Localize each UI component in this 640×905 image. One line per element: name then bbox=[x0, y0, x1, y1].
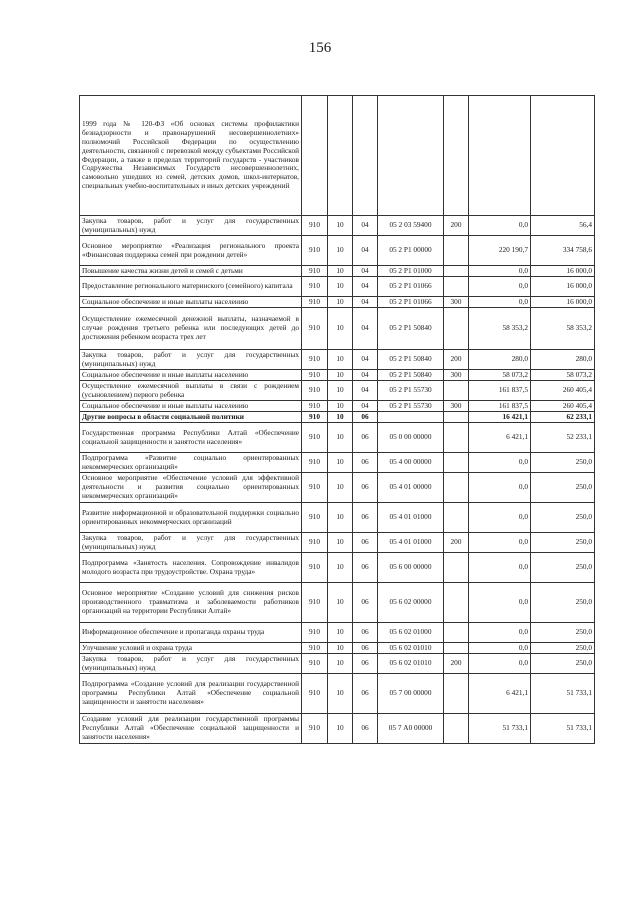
cell-csr: 05 6 02 01010 bbox=[378, 654, 444, 674]
cell-rz: 10 bbox=[328, 533, 353, 553]
cell-pr: 06 bbox=[353, 643, 378, 654]
cell-sum-2: 58 073,2 bbox=[531, 370, 595, 381]
table-row bbox=[80, 503, 595, 533]
cell-ved: 910 bbox=[302, 370, 328, 381]
cell-vr bbox=[444, 473, 469, 503]
cell-pr: 06 bbox=[353, 412, 378, 423]
cell-sum-2: 51 733,1 bbox=[531, 674, 595, 714]
cell-sum-1: 0,0 bbox=[469, 503, 531, 533]
table-row bbox=[80, 96, 595, 216]
cell-ved: 910 bbox=[302, 350, 328, 370]
cell-vr bbox=[444, 308, 469, 350]
cell-name: Социальное обеспечение и иные выплаты населению bbox=[80, 370, 302, 381]
table-row bbox=[80, 266, 595, 277]
cell-pr: 04 bbox=[353, 370, 378, 381]
cell-sum-2: 56,4 bbox=[531, 216, 595, 236]
cell-csr: 05 2 P1 01000 bbox=[378, 266, 444, 277]
cell-name: Улучшение условий и охрана труда bbox=[80, 643, 302, 654]
cell-pr: 04 bbox=[353, 381, 378, 401]
cell-rz: 10 bbox=[328, 623, 353, 643]
cell-pr: 06 bbox=[353, 714, 378, 744]
cell-pr: 06 bbox=[353, 473, 378, 503]
cell-name: Предоставление регионального материнского (семейного) капитала bbox=[80, 277, 302, 297]
cell-pr: 06 bbox=[353, 674, 378, 714]
cell-csr: 05 7 А0 00000 bbox=[378, 714, 444, 744]
cell-name: Закупка товаров, работ и услуг для государственных (муниципальных) нужд bbox=[80, 533, 302, 553]
cell-rz: 10 bbox=[328, 266, 353, 277]
table-row bbox=[80, 553, 595, 583]
cell-name: Основное мероприятие «Реализация регионального проекта «Финансовая поддержка семей при рождении детей» bbox=[80, 236, 302, 266]
table-row bbox=[80, 533, 595, 553]
cell-csr: 05 2 P1 50840 bbox=[378, 370, 444, 381]
cell-sum-2: 334 758,6 bbox=[531, 236, 595, 266]
cell-sum-2: 250,0 bbox=[531, 654, 595, 674]
cell-ved: 910 bbox=[302, 503, 328, 533]
table-row bbox=[80, 453, 595, 473]
cell-rz: 10 bbox=[328, 423, 353, 453]
table-row bbox=[80, 350, 595, 370]
cell-name: Подпрограмма «Занятость населения. Сопровождение инвалидов молодого возраста при трудоустройстве. Охрана труда» bbox=[80, 553, 302, 583]
cell-name: 1999 года № 120-ФЗ «Об основах системы профилактики безнадзорности и правонарушений несовершеннолетних» полномочий Российской Федерации по осуществлению деятельности, связанной с перевозкой между субъектами Российской Федерации, а также в пределах территорий государств - участников Содружества Независимых Государств несовершеннолетних, самовольно ушедших из семей, детских домов, школ-интернатов, специальных учебно-воспитательных и иных детских учреждений bbox=[80, 96, 302, 216]
cell-vr bbox=[444, 381, 469, 401]
cell-vr bbox=[444, 277, 469, 297]
cell-vr: 300 bbox=[444, 297, 469, 308]
cell-ved: 910 bbox=[302, 412, 328, 423]
cell-vr bbox=[444, 236, 469, 266]
cell-sum-2: 51 733,1 bbox=[531, 714, 595, 744]
cell-sum-1: 0,0 bbox=[469, 297, 531, 308]
cell-name: Другие вопросы в области социальной политики bbox=[80, 412, 302, 423]
cell-ved: 910 bbox=[302, 533, 328, 553]
cell-vr bbox=[444, 643, 469, 654]
table-row bbox=[80, 216, 595, 236]
cell-sum-1: 58 073,2 bbox=[469, 370, 531, 381]
cell-ved bbox=[302, 96, 328, 216]
cell-ved: 910 bbox=[302, 553, 328, 583]
cell-sum-2: 250,0 bbox=[531, 473, 595, 503]
cell-pr: 04 bbox=[353, 297, 378, 308]
cell-pr: 06 bbox=[353, 654, 378, 674]
cell-sum-2: 280,0 bbox=[531, 350, 595, 370]
cell-vr bbox=[444, 453, 469, 473]
cell-csr: 05 0 00 00000 bbox=[378, 423, 444, 453]
cell-name: Закупка товаров, работ и услуг для государственных (муниципальных) нужд bbox=[80, 654, 302, 674]
cell-sum-2: 16 000,0 bbox=[531, 266, 595, 277]
cell-pr: 06 bbox=[353, 453, 378, 473]
cell-ved: 910 bbox=[302, 623, 328, 643]
cell-sum-1 bbox=[469, 96, 531, 216]
cell-sum-1: 0,0 bbox=[469, 643, 531, 654]
cell-pr: 06 bbox=[353, 583, 378, 623]
table-row bbox=[80, 308, 595, 350]
table-row bbox=[80, 423, 595, 453]
cell-sum-1: 0,0 bbox=[469, 533, 531, 553]
cell-rz: 10 bbox=[328, 643, 353, 654]
cell-name: Осуществление ежемесячной выплаты в связи с рождением (усыновлением) первого ребенка bbox=[80, 381, 302, 401]
cell-rz: 10 bbox=[328, 503, 353, 533]
cell-ved: 910 bbox=[302, 277, 328, 297]
cell-ved: 910 bbox=[302, 401, 328, 412]
cell-csr: 05 2 P1 01066 bbox=[378, 277, 444, 297]
table-row bbox=[80, 623, 595, 643]
table-row bbox=[80, 654, 595, 674]
cell-ved: 910 bbox=[302, 643, 328, 654]
cell-vr: 200 bbox=[444, 216, 469, 236]
cell-vr: 200 bbox=[444, 654, 469, 674]
table-row bbox=[80, 277, 595, 297]
cell-sum-2: 260 405,4 bbox=[531, 381, 595, 401]
cell-sum-2: 250,0 bbox=[531, 533, 595, 553]
cell-name: Основное мероприятие «Обеспечение условий для эффективной деятельности и развития социально ориентированных некоммерческих организаций» bbox=[80, 473, 302, 503]
cell-sum-1: 161 837,5 bbox=[469, 401, 531, 412]
cell-rz: 10 bbox=[328, 654, 353, 674]
cell-name: Повышение качества жизни детей и семей с детьми bbox=[80, 266, 302, 277]
cell-sum-2: 250,0 bbox=[531, 453, 595, 473]
cell-sum-1: 0,0 bbox=[469, 266, 531, 277]
cell-rz: 10 bbox=[328, 453, 353, 473]
page-number: 156 bbox=[308, 40, 332, 56]
cell-pr: 06 bbox=[353, 553, 378, 583]
cell-ved: 910 bbox=[302, 473, 328, 503]
cell-vr bbox=[444, 423, 469, 453]
cell-csr: 05 2 P1 50840 bbox=[378, 350, 444, 370]
cell-rz: 10 bbox=[328, 412, 353, 423]
cell-vr bbox=[444, 96, 469, 216]
cell-ved: 910 bbox=[302, 308, 328, 350]
cell-pr: 04 bbox=[353, 277, 378, 297]
cell-ved: 910 bbox=[302, 381, 328, 401]
cell-csr: 05 2 P1 50840 bbox=[378, 308, 444, 350]
cell-csr: 05 6 02 01010 bbox=[378, 643, 444, 654]
table-row bbox=[80, 473, 595, 503]
cell-vr bbox=[444, 714, 469, 744]
cell-pr: 04 bbox=[353, 401, 378, 412]
cell-ved: 910 bbox=[302, 714, 328, 744]
cell-name: Закупка товаров, работ и услуг для государственных (муниципальных) нужд bbox=[80, 216, 302, 236]
cell-sum-2: 250,0 bbox=[531, 583, 595, 623]
cell-sum-1: 0,0 bbox=[469, 277, 531, 297]
cell-vr bbox=[444, 266, 469, 277]
cell-rz: 10 bbox=[328, 714, 353, 744]
budget-table bbox=[79, 95, 595, 744]
cell-rz: 10 bbox=[328, 553, 353, 583]
cell-csr: 05 2 P1 00000 bbox=[378, 236, 444, 266]
cell-vr: 200 bbox=[444, 350, 469, 370]
cell-csr: 05 4 01 01000 bbox=[378, 503, 444, 533]
cell-pr: 06 bbox=[353, 533, 378, 553]
table-row bbox=[80, 412, 595, 423]
cell-name: Развитие информационной и образовательной поддержки социально ориентированных некоммерческих организаций bbox=[80, 503, 302, 533]
cell-sum-2: 16 000,0 bbox=[531, 277, 595, 297]
cell-name: Основное мероприятие «Создание условий для снижения рисков производственного травматизма и заболеваемости работников организаций на территории Республики Алтай» bbox=[80, 583, 302, 623]
cell-name: Государственная программа Республики Алтай «Обеспечение социальной защищенности и занятости населения» bbox=[80, 423, 302, 453]
cell-pr: 04 bbox=[353, 216, 378, 236]
cell-sum-1: 6 421,1 bbox=[469, 423, 531, 453]
cell-pr: 06 bbox=[353, 623, 378, 643]
cell-csr: 05 4 01 00000 bbox=[378, 473, 444, 503]
cell-vr: 200 bbox=[444, 533, 469, 553]
cell-sum-1: 6 421,1 bbox=[469, 674, 531, 714]
cell-rz: 10 bbox=[328, 401, 353, 412]
cell-vr bbox=[444, 583, 469, 623]
cell-ved: 910 bbox=[302, 654, 328, 674]
cell-csr bbox=[378, 412, 444, 423]
cell-csr: 05 6 02 01000 bbox=[378, 623, 444, 643]
cell-sum-2 bbox=[531, 96, 595, 216]
cell-csr: 05 7 00 00000 bbox=[378, 674, 444, 714]
cell-pr: 04 bbox=[353, 350, 378, 370]
cell-pr bbox=[353, 96, 378, 216]
cell-name: Информационное обеспечение и пропаганда охраны труда bbox=[80, 623, 302, 643]
cell-rz: 10 bbox=[328, 350, 353, 370]
cell-name: Закупка товаров, работ и услуг для государственных (муниципальных) нужд bbox=[80, 350, 302, 370]
cell-name: Создание условий для реализации государственной программы Республики Алтай «Обеспечение социальной защищенности и занятости населения» bbox=[80, 714, 302, 744]
cell-vr bbox=[444, 553, 469, 583]
cell-csr: 05 4 00 00000 bbox=[378, 453, 444, 473]
cell-sum-1: 0,0 bbox=[469, 654, 531, 674]
cell-sum-2: 250,0 bbox=[531, 643, 595, 654]
cell-sum-2: 58 353,2 bbox=[531, 308, 595, 350]
cell-rz: 10 bbox=[328, 583, 353, 623]
cell-pr: 04 bbox=[353, 236, 378, 266]
cell-pr: 06 bbox=[353, 503, 378, 533]
cell-sum-1: 0,0 bbox=[469, 583, 531, 623]
cell-sum-1: 220 190,7 bbox=[469, 236, 531, 266]
table-row bbox=[80, 236, 595, 266]
cell-name: Осуществление ежемесячной денежной выплаты, назначаемой в случае рождения третьего ребенка или последующих детей до достижения ребенком возраста трех лет bbox=[80, 308, 302, 350]
cell-csr: 05 6 00 00000 bbox=[378, 553, 444, 583]
cell-rz: 10 bbox=[328, 473, 353, 503]
cell-sum-1: 0,0 bbox=[469, 473, 531, 503]
cell-rz: 10 bbox=[328, 216, 353, 236]
cell-sum-1: 58 353,2 bbox=[469, 308, 531, 350]
cell-ved: 910 bbox=[302, 674, 328, 714]
cell-sum-1: 280,0 bbox=[469, 350, 531, 370]
cell-name: Социальное обеспечение и иные выплаты населению bbox=[80, 297, 302, 308]
cell-sum-2: 260 405,4 bbox=[531, 401, 595, 412]
cell-vr bbox=[444, 674, 469, 714]
cell-name: Социальное обеспечение и иные выплаты населению bbox=[80, 401, 302, 412]
cell-sum-1: 161 837,5 bbox=[469, 381, 531, 401]
table-row bbox=[80, 674, 595, 714]
cell-vr bbox=[444, 623, 469, 643]
cell-csr: 05 4 01 01000 bbox=[378, 533, 444, 553]
cell-pr: 04 bbox=[353, 266, 378, 277]
cell-rz: 10 bbox=[328, 370, 353, 381]
table-row bbox=[80, 297, 595, 308]
cell-sum-2: 250,0 bbox=[531, 503, 595, 533]
cell-ved: 910 bbox=[302, 423, 328, 453]
cell-rz: 10 bbox=[328, 308, 353, 350]
cell-ved: 910 bbox=[302, 236, 328, 266]
cell-csr: 05 6 02 00000 bbox=[378, 583, 444, 623]
cell-csr: 05 2 P1 01066 bbox=[378, 297, 444, 308]
cell-ved: 910 bbox=[302, 453, 328, 473]
cell-sum-1: 0,0 bbox=[469, 216, 531, 236]
cell-ved: 910 bbox=[302, 266, 328, 277]
cell-vr: 300 bbox=[444, 401, 469, 412]
table-row bbox=[80, 381, 595, 401]
cell-sum-2: 62 233,1 bbox=[531, 412, 595, 423]
cell-rz: 10 bbox=[328, 674, 353, 714]
table-row bbox=[80, 583, 595, 623]
cell-csr: 05 2 P1 55730 bbox=[378, 381, 444, 401]
table-row bbox=[80, 714, 595, 744]
cell-rz: 10 bbox=[328, 381, 353, 401]
cell-vr bbox=[444, 503, 469, 533]
cell-rz: 10 bbox=[328, 297, 353, 308]
cell-pr: 06 bbox=[353, 423, 378, 453]
cell-rz: 10 bbox=[328, 277, 353, 297]
cell-rz: 10 bbox=[328, 236, 353, 266]
cell-csr bbox=[378, 96, 444, 216]
cell-ved: 910 bbox=[302, 216, 328, 236]
cell-sum-2: 16 000,0 bbox=[531, 297, 595, 308]
cell-sum-2: 250,0 bbox=[531, 623, 595, 643]
cell-sum-1: 0,0 bbox=[469, 453, 531, 473]
cell-csr: 05 2 P1 55730 bbox=[378, 401, 444, 412]
table-row bbox=[80, 643, 595, 654]
cell-vr bbox=[444, 412, 469, 423]
cell-sum-2: 52 233,1 bbox=[531, 423, 595, 453]
cell-sum-1: 0,0 bbox=[469, 553, 531, 583]
cell-rz bbox=[328, 96, 353, 216]
cell-name: Подпрограмма «Создание условий для реализации государственной программы Республики Алтай «Обеспечение социальной защищенности и занятости населения» bbox=[80, 674, 302, 714]
cell-ved: 910 bbox=[302, 297, 328, 308]
cell-sum-1: 0,0 bbox=[469, 623, 531, 643]
cell-ved: 910 bbox=[302, 583, 328, 623]
table-row bbox=[80, 370, 595, 381]
cell-vr: 300 bbox=[444, 370, 469, 381]
cell-sum-1: 51 733,1 bbox=[469, 714, 531, 744]
cell-sum-1: 16 421,1 bbox=[469, 412, 531, 423]
cell-pr: 04 bbox=[353, 308, 378, 350]
cell-sum-2: 250,0 bbox=[531, 553, 595, 583]
cell-name: Подпрограмма «Развитие социально ориентированных некоммерческих организаций» bbox=[80, 453, 302, 473]
cell-csr: 05 2 03 59400 bbox=[378, 216, 444, 236]
table-row bbox=[80, 401, 595, 412]
